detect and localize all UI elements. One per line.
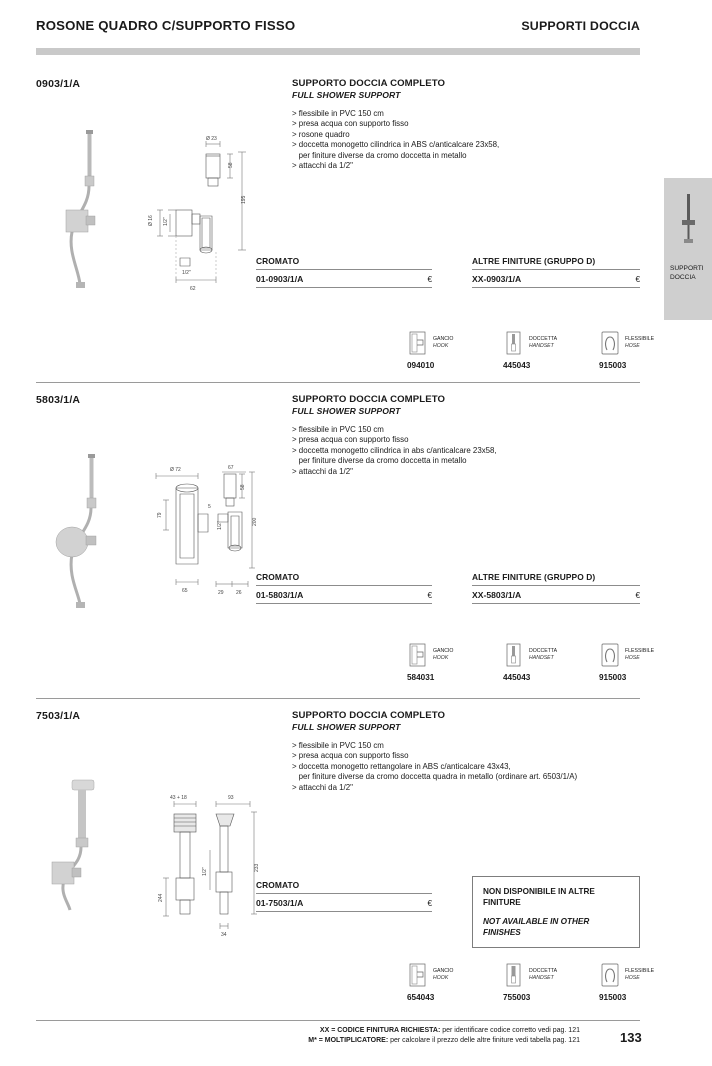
bullet: per finiture diverse da cromo doccetta in metallo <box>292 456 467 466</box>
divider <box>472 585 640 586</box>
footer-note-1-label: XX = CODICE FINITURA RICHIESTA: <box>319 1027 441 1034</box>
header-right-title: SUPPORTI DOCCIA <box>521 19 640 33</box>
svg-text:34: 34 <box>221 932 227 938</box>
bullet: > attacchi da 1/2" <box>292 161 353 171</box>
product-description <box>292 394 652 477</box>
header-rule <box>36 48 640 55</box>
bullet: > doccetta monogetto rettangolare in ABS c/anticalcare 43x43, <box>292 761 511 771</box>
hook-icon <box>406 330 430 356</box>
bullet: > flessibile in PVC 150 cm <box>292 741 384 750</box>
price-cromato <box>256 880 432 912</box>
divider <box>256 911 432 912</box>
svg-text:244: 244 <box>158 893 164 902</box>
accessory-label-it: DOCCETTA <box>529 648 558 655</box>
svg-text:Ø 72: Ø 72 <box>170 467 181 473</box>
accessory-code: 445043 <box>503 361 531 370</box>
accessory-label-it: FLESSIBILE <box>625 968 655 975</box>
footer-divider <box>36 1020 640 1021</box>
product-bullets <box>292 425 652 477</box>
product-subtitle: FULL SHOWER SUPPORT <box>292 406 401 416</box>
accessory-label-en: HOSE <box>625 655 640 661</box>
bullet: > flessibile in PVC 150 cm <box>292 109 384 118</box>
price-code: XX-0903/1/A <box>472 274 522 284</box>
divider <box>256 603 432 604</box>
accessory-hook <box>406 960 468 1002</box>
accessory-label-it: FLESSIBILE <box>625 336 655 343</box>
accessory-label-en: HANDSET <box>529 343 554 349</box>
svg-text:67: 67 <box>228 465 234 471</box>
product-photo-5803 <box>48 452 128 612</box>
side-tab-label-line2: DOCCIA <box>670 274 696 281</box>
header-left-title: ROSONE QUADRO C/SUPPORTO FISSO <box>36 18 296 33</box>
product-subtitle: FULL SHOWER SUPPORT <box>292 722 401 732</box>
price-altre-finiture <box>472 256 640 288</box>
price-currency: € <box>427 591 432 600</box>
accessory-label-it: DOCCETTA <box>529 968 558 975</box>
svg-text:65: 65 <box>182 588 188 594</box>
bullet: > presa acqua con supporto fisso <box>292 435 409 445</box>
accessory-label-en: HOOK <box>433 343 449 349</box>
divider <box>472 287 640 288</box>
accessory-hook <box>406 328 468 370</box>
svg-text:5: 5 <box>208 504 211 510</box>
accessory-handset <box>502 960 564 1002</box>
price-title: ALTRE FINITURE (GRUPPO D) <box>472 256 596 266</box>
product-drawing-5803 <box>136 452 276 602</box>
accessory-label-en: HOOK <box>433 655 449 661</box>
accessory-handset <box>502 640 564 682</box>
product-code: 7503/1/A <box>36 710 81 722</box>
svg-text:195: 195 <box>241 195 247 204</box>
accessory-code: 445043 <box>503 673 531 682</box>
accessory-row-7503 <box>406 960 660 1002</box>
product-photo-0903 <box>56 128 126 298</box>
bullet: > doccetta monogetto cilindrica in abs c/anticalcare 23x58, <box>292 445 497 455</box>
bullet: > presa acqua con supporto fisso <box>292 751 409 761</box>
svg-text:1/2": 1/2" <box>182 270 191 276</box>
bullet: > rosone quadro <box>292 129 350 139</box>
svg-text:Ø 23: Ø 23 <box>206 136 217 142</box>
product-code: 5803/1/A <box>36 394 81 406</box>
accessory-code: 915003 <box>599 361 627 370</box>
handset-icon <box>502 642 526 668</box>
bullet: per finiture diverse da cromo doccetta in metallo <box>292 150 467 160</box>
accessory-label-it: FLESSIBILE <box>625 648 655 655</box>
shower-bracket-icon <box>678 194 700 246</box>
divider <box>472 269 640 270</box>
svg-text:29: 29 <box>218 590 224 596</box>
product-description <box>292 78 652 171</box>
page-number: 133 <box>620 1030 642 1045</box>
product-title: SUPPORTO DOCCIA COMPLETO <box>292 394 446 405</box>
footer-note <box>250 1026 580 1045</box>
accessory-label-it: GANCIO <box>433 968 454 975</box>
accessory-code: 654043 <box>407 993 435 1002</box>
svg-text:93: 93 <box>228 795 234 801</box>
side-tab-label-line1: SUPPORTI <box>670 265 704 272</box>
price-title: ALTRE FINITURE (GRUPPO D) <box>472 572 596 582</box>
svg-text:1/2": 1/2" <box>163 217 169 226</box>
price-code: 01-0903/1/A <box>256 274 304 284</box>
bullet: > presa acqua con supporto fisso <box>292 119 409 129</box>
product-bullets <box>292 109 652 171</box>
accessory-label-it: DOCCETTA <box>529 336 558 343</box>
accessory-hose <box>598 960 660 1002</box>
product-subtitle: FULL SHOWER SUPPORT <box>292 90 401 100</box>
accessory-code: 094010 <box>407 361 435 370</box>
svg-text:62: 62 <box>190 286 196 292</box>
footer-note-2-label: M* = MOLTIPLICATORE: <box>308 1036 389 1044</box>
product-bullets <box>292 741 652 793</box>
hose-icon <box>598 330 622 356</box>
price-currency: € <box>427 275 432 284</box>
handset-icon <box>502 962 526 988</box>
side-tab-label <box>670 264 704 282</box>
footer-note-1-text: per identificare codice corretto vedi pag. 121 <box>440 1027 580 1034</box>
divider <box>472 603 640 604</box>
product-drawing-7503 <box>132 790 272 940</box>
product-photo-7503 <box>34 776 124 916</box>
accessory-hook <box>406 640 468 682</box>
svg-text:58: 58 <box>228 162 234 168</box>
accessory-label-en: HOOK <box>433 975 449 981</box>
price-cromato <box>256 256 432 288</box>
divider <box>256 287 432 288</box>
not-available-it: NON DISPONIBILE IN ALTRE FINITURE <box>483 887 595 907</box>
bullet: > flessibile in PVC 150 cm <box>292 425 384 434</box>
svg-text:1/2": 1/2" <box>217 521 223 530</box>
price-title: CROMATO <box>256 572 300 582</box>
price-currency: € <box>635 275 640 284</box>
accessory-label-en: HOSE <box>625 975 640 981</box>
accessory-handset <box>502 328 564 370</box>
product-title: SUPPORTO DOCCIA COMPLETO <box>292 710 446 721</box>
hose-icon <box>598 962 622 988</box>
product-code: 0903/1/A <box>36 78 81 90</box>
svg-text:1/2": 1/2" <box>202 867 208 876</box>
price-code: 01-7503/1/A <box>256 898 304 908</box>
handset-icon <box>502 330 526 356</box>
accessory-hose <box>598 328 660 370</box>
product-title: SUPPORTO DOCCIA COMPLETO <box>292 78 446 89</box>
accessory-code: 915003 <box>599 993 627 1002</box>
not-available-en: NOT AVAILABLE IN OTHER FINISHES <box>483 917 590 937</box>
svg-text:43 + 18: 43 + 18 <box>170 795 187 801</box>
product-drawing-0903 <box>138 132 268 297</box>
accessory-label-en: HOSE <box>625 343 640 349</box>
price-altre-finiture <box>472 572 640 604</box>
hook-icon <box>406 962 430 988</box>
divider <box>256 585 432 586</box>
section-divider <box>36 698 640 699</box>
hook-icon <box>406 642 430 668</box>
section-side-tab <box>664 178 712 320</box>
bullet: > attacchi da 1/2" <box>292 782 353 792</box>
bullet: > doccetta monogetto cilindrica in ABS c/anticalcare 23x58, <box>292 140 500 150</box>
svg-text:200: 200 <box>252 517 258 526</box>
accessory-code: 584031 <box>407 673 435 682</box>
price-cromato <box>256 572 432 604</box>
bullet: > attacchi da 1/2" <box>292 466 353 476</box>
accessory-label-it: GANCIO <box>433 648 454 655</box>
accessory-row-0903 <box>406 328 660 370</box>
product-description <box>292 710 652 793</box>
price-currency: € <box>427 899 432 908</box>
section-divider <box>36 382 640 383</box>
not-available-box <box>472 876 640 948</box>
accessory-label-en: HANDSET <box>529 975 554 981</box>
divider <box>256 893 432 894</box>
accessory-label-it: GANCIO <box>433 336 454 343</box>
accessory-label-en: HANDSET <box>529 655 554 661</box>
bullet: per finiture diverse da cromo doccetta quadra in metallo (ordinare art. 6503/1/A) <box>292 772 578 782</box>
divider <box>256 269 432 270</box>
accessory-code: 915003 <box>599 673 627 682</box>
price-title: CROMATO <box>256 880 300 890</box>
svg-text:Ø 16: Ø 16 <box>148 215 154 226</box>
svg-text:233: 233 <box>254 863 260 872</box>
price-code: XX-5803/1/A <box>472 590 522 600</box>
price-code: 01-5803/1/A <box>256 590 304 600</box>
svg-text:79: 79 <box>157 512 163 518</box>
price-title: CROMATO <box>256 256 300 266</box>
hose-icon <box>598 642 622 668</box>
svg-text:26: 26 <box>236 590 242 596</box>
accessory-code: 755003 <box>503 993 531 1002</box>
accessory-row-5803 <box>406 640 660 682</box>
price-currency: € <box>635 591 640 600</box>
page-header <box>36 18 640 33</box>
accessory-hose <box>598 640 660 682</box>
svg-text:58: 58 <box>240 484 246 490</box>
footer-note-2-text: per calcolare il prezzo delle altre finiture vedi tabella pag. 121 <box>388 1036 580 1044</box>
